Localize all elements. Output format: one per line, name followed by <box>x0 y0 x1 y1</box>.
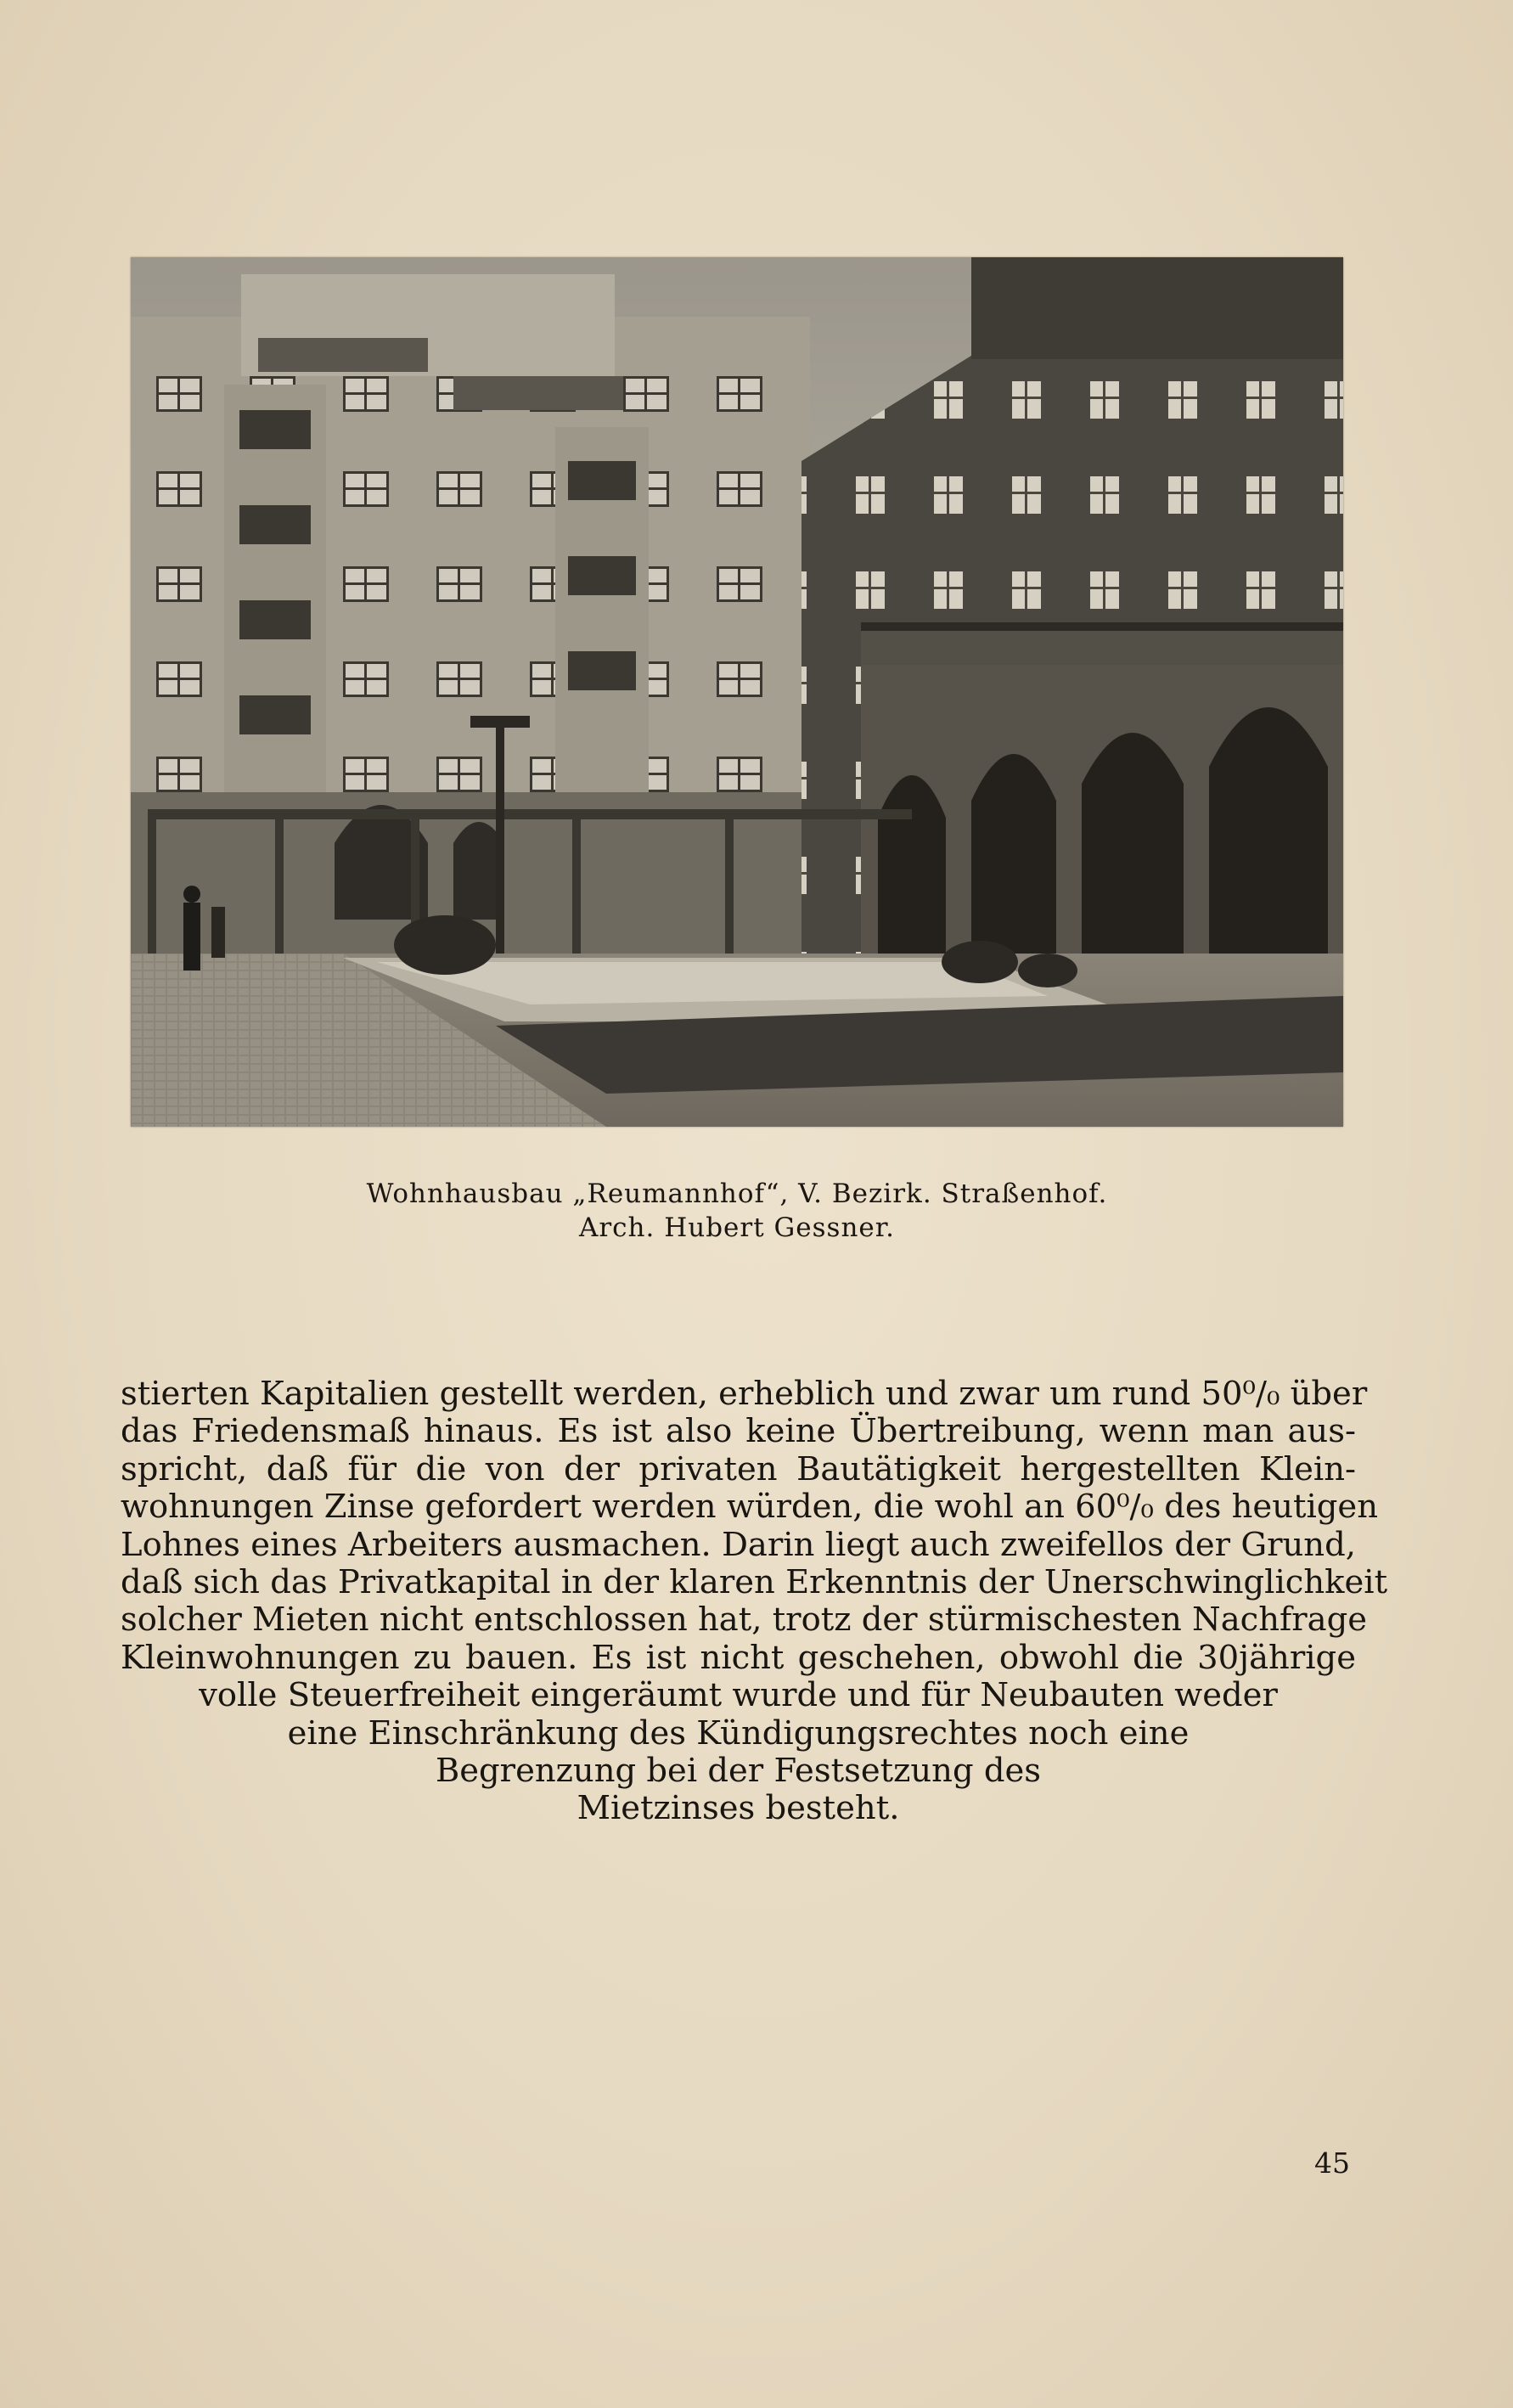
courtyard-photo <box>131 257 1343 1127</box>
body-line: daß sich das Privatkapital in der klaren Erkenntnis der Unerschwinglichkeit <box>121 1563 1388 1602</box>
body-paragraph <box>121 1375 1388 1828</box>
body-line: volle Steuerfreiheit eingeräumt wurde und für Neubauten weder <box>199 1676 1278 1715</box>
body-line: Kleinwohnungen zu bauen. Es ist nicht geschehen, obwohl die 30jährige <box>121 1638 1356 1677</box>
body-line: das Friedensmaß hinaus. Es ist also keine Übertreibung, wenn man aus- <box>121 1412 1356 1451</box>
body-line: Lohnes eines Arbeiters ausmachen. Darin liegt auch zweifellos der Grund, <box>121 1525 1356 1564</box>
page-number: 45 <box>1314 2146 1350 2180</box>
body-line: Mietzinses besteht. <box>577 1789 900 1828</box>
photo-caption-title: Wohnhausbau „Reumannhof“, V. Bezirk. Straßenhof. <box>366 1179 1108 1209</box>
body-line: stierten Kapitalien gestellt werden, erheblich und zwar um rund 50⁰/₀ über <box>121 1375 1368 1413</box>
body-line: Begrenzung bei der Festsetzung des <box>435 1752 1042 1791</box>
photo-caption-architect: Arch. Hubert Gessner. <box>578 1212 896 1243</box>
body-line: solcher Mieten nicht entschlossen hat, trotz der stürmischesten Nachfrage <box>121 1601 1368 1640</box>
body-line: eine Einschränkung des Kündigungsrechtes noch eine <box>287 1713 1190 1753</box>
body-line: spricht, daß für die von der privaten Bautätigkeit hergestellten Klein- <box>121 1449 1356 1488</box>
body-line: wohnungen Zinse gefordert werden würden, die wohl an 60⁰/₀ des heutigen <box>121 1488 1379 1527</box>
